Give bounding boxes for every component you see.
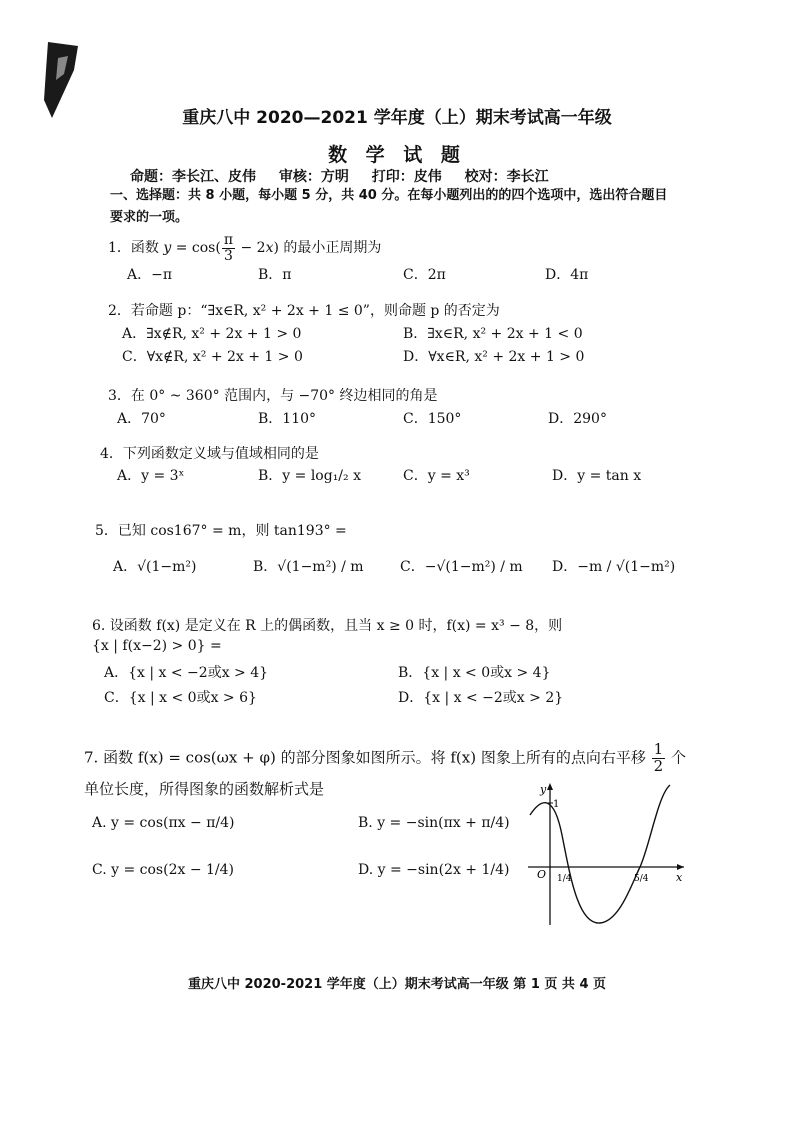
x-tick-five-quarters: 5/4 (634, 874, 649, 884)
q3-option-b: B．110° (258, 411, 317, 427)
q6-option-d: D．{x | x < −2或x > 2} (398, 690, 564, 706)
q7-stem-tail: 个 (670, 748, 686, 767)
q2-option-c: C．∀x∉R, x² + 2x + 1 > 0 (122, 349, 303, 365)
q5-option-a: A．√(1−m²) (113, 559, 197, 575)
q7-option-b: B. y = −sin(πx + π/4) (358, 815, 510, 831)
q1-option-a: A．−π (127, 267, 173, 283)
section-instructions: 一、选择题：共 8 小题，每小题 5 分，共 40 分。在每小题列出的的四个选项中，选出符合题目要求的一项。 (110, 188, 668, 225)
q3-option-c: C．150° (403, 411, 462, 427)
y-axis-label: y (540, 783, 547, 796)
q1-option-d: D．4π (545, 267, 589, 283)
q6-option-a: A．{x | x < −2或x > 4} (104, 665, 269, 681)
credits-line (130, 166, 567, 186)
origin-label: O (537, 868, 547, 881)
cosine-curve (530, 785, 670, 923)
x-axis-label: x (676, 871, 683, 884)
q3-option-a: A．70° (117, 411, 166, 427)
y-tick-label: 1 (553, 799, 560, 810)
x-tick-quarter: 1/4 (557, 874, 572, 884)
q4-stem: 4．下列函数定义域与值域相同的是 (100, 446, 319, 462)
q6-option-b: B．{x | x < 0或x > 4} (398, 665, 551, 681)
credit-author: 命题：李长江、皮伟 (130, 169, 256, 185)
q7-option-d: D. y = −sin(2x + 1/4) (358, 862, 510, 878)
subject-title: 数 学 试 题 (328, 144, 466, 166)
q4-option-a: A．y = 3ˣ (117, 468, 185, 484)
q3-option-d: D．290° (548, 411, 607, 427)
q7-stem-text: 7. 函数 f(x) = cos(ωx + φ) 的部分图象如图所示。将 f(x) 图象上所有的点向右平移 (84, 748, 646, 767)
q5-option-b: B．√(1−m²) / m (253, 559, 364, 575)
q3-stem: 3．在 0° ~ 360° 范围内，与 −70° 终边相同的角是 (108, 388, 438, 404)
q2-stem: 2．若命题 p：“∃x∈R, x² + 2x + 1 ≤ 0”，则命题 p 的否定为 (108, 303, 500, 319)
credit-review: 审核：方明 (278, 169, 349, 185)
q2-option-b: B．∃x∈R, x² + 2x + 1 < 0 (403, 326, 583, 342)
q7-stem-line2: 单位长度，所得图象的函数解析式是 (84, 780, 325, 798)
q1-option-c: C．2π (403, 267, 446, 283)
credit-proof: 校对：李长江 (464, 169, 549, 185)
q4-option-d: D．y = tan x (552, 468, 642, 484)
q4-option-b: B．y = log₁/₂ x (258, 468, 361, 484)
q5-option-d: D．−m / √(1−m²) (552, 559, 676, 575)
q1-stem: 1．函数 y = cos( $\frac{\pi}{3}$ − 2x) 的最小正周期为 (108, 232, 382, 264)
q5-stem: 5．已知 cos167° = m，则 tan193° = (95, 523, 347, 539)
q6-option-c: C．{x | x < 0或x > 6} (104, 690, 257, 706)
q6-stem: 6. 设函数 f(x) 是定义在 R 上的偶函数，且当 x ≥ 0 时，f(x) = x³ − 8，则 (92, 618, 563, 634)
q7-option-a: A. y = cos(πx − π/4) (92, 815, 235, 831)
q4-option-c: C．y = x³ (403, 468, 470, 484)
q1-option-b: B．π (258, 267, 292, 283)
x-axis-arrow (677, 864, 684, 870)
exam-title: 重庆八中 2020—2021 学年度（上）期末考试高一年级 (182, 108, 612, 128)
q2-option-a: A．∃x∉R, x² + 2x + 1 > 0 (122, 326, 302, 342)
q7-stem-line1 (84, 742, 686, 775)
q2-option-d: D．∀x∈R, x² + 2x + 1 > 0 (403, 349, 585, 365)
y-axis-arrow (547, 783, 553, 790)
q5-option-c: C．−√(1−m²) / m (400, 559, 523, 575)
q7-option-c: C. y = cos(2x − 1/4) (92, 862, 234, 878)
q7-shift-fraction: $\frac{1}{2}$ (653, 740, 664, 775)
credit-print: 打印：皮伟 (371, 169, 442, 185)
page-footer: 重庆八中 2020-2021 学年度（上）期末考试高一年级 第 1 页 共 4 页 (187, 977, 607, 992)
q7-function-graph (520, 775, 690, 935)
q6-set: {x | f(x−2) > 0} = (92, 638, 222, 654)
